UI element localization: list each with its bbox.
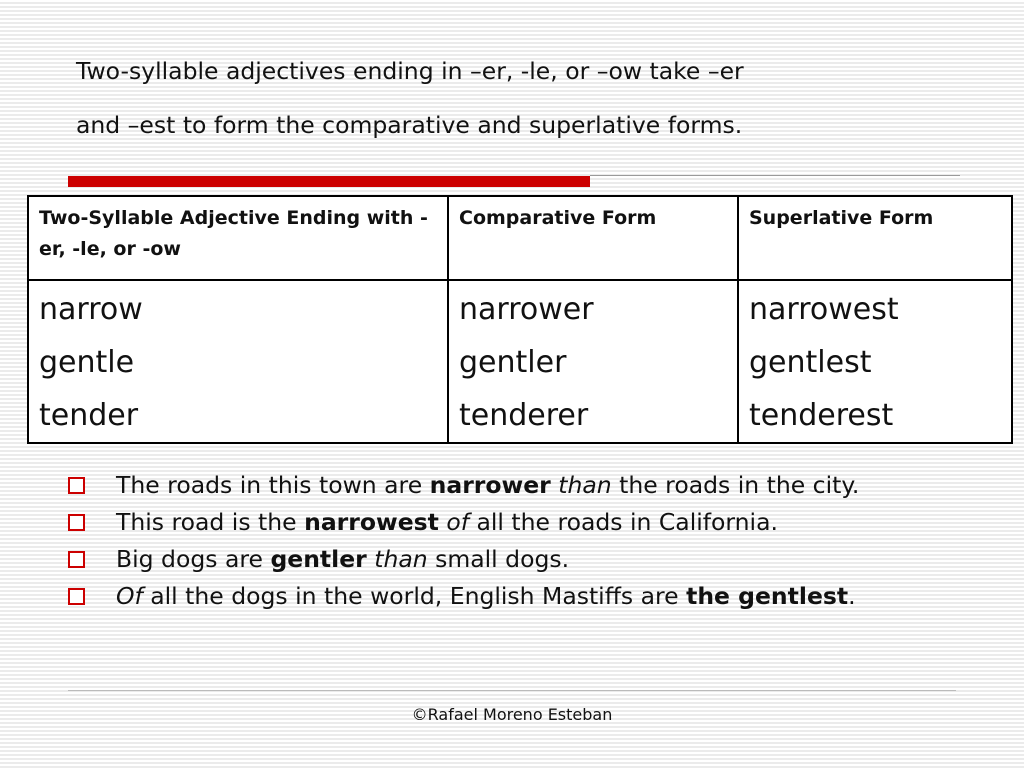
list-item [64, 581, 944, 612]
cell-comparatives [448, 280, 738, 443]
cell-adjectives [28, 280, 448, 443]
example-1-italic: than [558, 471, 612, 499]
slide-title [76, 44, 976, 152]
example-4-italic: Of [116, 582, 143, 610]
example-4-rest: . [848, 582, 856, 610]
word-narrowest: narrowest [749, 292, 899, 327]
table-header-row [28, 196, 1012, 280]
example-2-bold: narrowest [304, 508, 439, 536]
square-bullet-icon [68, 477, 85, 494]
word-gentle: gentle [39, 345, 135, 380]
word-narrower: narrower [459, 292, 594, 327]
thin-divider [590, 175, 960, 176]
footer-credit: ©Rafael Moreno Esteban [411, 705, 613, 724]
square-bullet-icon [68, 588, 85, 605]
word-tenderest: tenderest [749, 398, 894, 433]
red-divider [68, 176, 590, 187]
word-gentlest: gentlest [749, 345, 872, 380]
header-comparative: Comparative Form [448, 196, 738, 280]
title-line-2: and –est to form the comparative and superlative forms. [76, 111, 743, 139]
cell-superlatives [738, 280, 1012, 443]
example-2-italic: of [446, 508, 470, 536]
word-narrow: narrow [39, 292, 143, 327]
example-4-bold: the gentlest [686, 582, 849, 610]
example-4-text: all the dogs in the world, English Mastiffs are [142, 582, 687, 610]
example-1-text: The roads in this town are [116, 471, 430, 499]
list-item [64, 544, 944, 575]
example-3-bold: gentler [270, 545, 367, 573]
example-1-rest: the roads in the city. [611, 471, 860, 499]
word-gentler: gentler [459, 345, 567, 380]
example-2-rest: all the roads in California. [469, 508, 778, 536]
square-bullet-icon [68, 551, 85, 568]
adjective-forms-table [27, 195, 1013, 444]
example-3-text: Big dogs are [116, 545, 271, 573]
footer-divider [68, 690, 956, 691]
word-tender: tender [39, 398, 139, 433]
title-line-1: Two-syllable adjectives ending in –er, -le, or –ow take –er [76, 57, 744, 85]
header-superlative: Superlative Form [738, 196, 1012, 280]
example-3-italic: than [374, 545, 428, 573]
example-3-rest: small dogs. [427, 545, 570, 573]
header-adjective: Two-Syllable Adjective Ending with -er, -le, or -ow [28, 196, 448, 280]
list-item [64, 507, 944, 538]
list-item [64, 470, 944, 501]
example-1-bold: narrower [429, 471, 551, 499]
word-tenderer: tenderer [459, 398, 589, 433]
example-sentences [64, 470, 944, 618]
square-bullet-icon [68, 514, 85, 531]
example-2-text: This road is the [116, 508, 305, 536]
table-row [28, 280, 1012, 443]
